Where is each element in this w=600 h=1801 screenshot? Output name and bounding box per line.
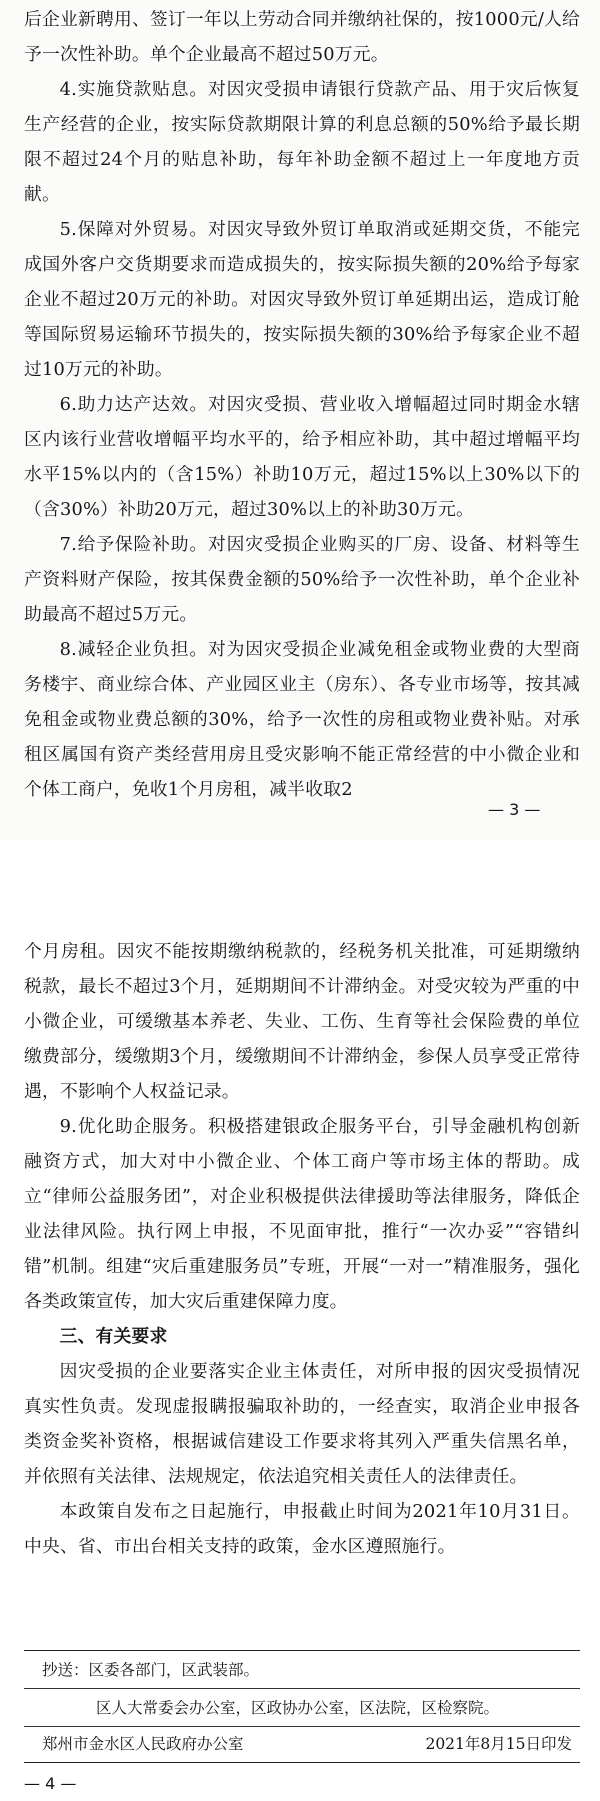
issuer-rule (24, 1726, 580, 1727)
cc-top-rule (24, 1650, 580, 1651)
page-4-body (24, 934, 580, 1564)
paragraph: 个月房租。因灾不能按期缴纳税款的，经税务机关批准，可延期缴纳税款，最长不超过3个月，延期期间不计滞纳金。对受灾较为严重的中小微企业，可缓缴基本养老、失业、工伤、生育等社会保险费的单位缴费部分，缓缴期3个月，缓缴期间不计滞纳金，参保人员享受正常待遇，不影响个人权益记录。 (24, 941, 580, 1102)
page-3 (0, 0, 600, 840)
paragraph: 8.减轻企业负担。对为因灾受损企业减免租金或物业费的大型商务楼宇、商业综合体、产业园区业主（房东）、各专业市场等，按其减免租金或物业费总额的30%，给予一次性的房租或物业费补贴。对承租区属国有资产类经营用房且受灾影响不能正常经营的中小微企业和个体工商户，免收1个月房租，减半收取2 (24, 639, 580, 800)
paragraph: 4.实施贷款贴息。对因灾受损申请银行贷款产品、用于灾后恢复生产经营的企业，按实际贷款期限计算的利息总额的50%给予最长期限不超过24个月的贴息补助，每年补助金额不超过上一年度地方贡献。 (24, 79, 580, 205)
paragraph: 因灾受损的企业要落实企业主体责任，对所申报的因灾受损情况真实性负责。发现虚报瞒报骗取补助的，一经查实，取消企业申报各类资金奖补资格，根据诚信建设工作要求将其列入严重失信黑名单，并依照有关法律、法规规定，依法追究相关责任人的法律责任。 (24, 1361, 580, 1487)
page-number: — 4 — (24, 1774, 77, 1793)
paragraph: 5.保障对外贸易。对因灾导致外贸订单取消或延期交货，不能完成国外客户交货期要求而造成损失的，按实际损失额的20%给予每家企业不超过20万元的补助。对因灾导致外贸订单延期出运，造成订舱等国际贸易运输环节损失的，按实际损失额的30%给予每家企业不超过10万元的补助。 (24, 219, 580, 380)
cc-middle-rule (24, 1688, 580, 1689)
issuing-office: 郑州市金水区人民政府办公室 (42, 1735, 244, 1753)
cc-recipients: 抄送：区委各部门，区武装部。 (42, 1661, 260, 1679)
page-gap (0, 840, 600, 926)
issue-date: 2021年8月15日印发 (425, 1735, 572, 1753)
paragraph: 9.优化助企服务。积极搭建银政企服务平台，引导金融机构创新融资方式，加大对中小微企业、个体工商户等市场主体的帮助。成立“律师公益服务团”，对企业积极提供法律援助等法律服务，降低企业法律风险。执行网上申报，不见面审批，推行“一次办妥”“容错纠错”机制。组建“灾后重建服务员”专班，开展“一对一”精准服务，强化各类政策宣传，加大灾后重建保障力度。 (24, 1116, 580, 1312)
page-number: — 3 — (488, 800, 541, 819)
section-heading: 三、有关要求 (59, 1326, 168, 1347)
paragraph: 本政策自发布之日起施行，申报截止时间为2021年10月31日。中央、省、市出台相关支持的政策，金水区遵照施行。 (24, 1501, 580, 1557)
page-4 (0, 926, 600, 1801)
cc-recipients-line-2: 区人大常委会办公室，区政协办公室，区法院，区检察院。 (96, 1699, 500, 1717)
paragraph: 后企业新聘用、签订一年以上劳动合同并缴纳社保的，按1000元/人给予一次性补助。单个企业最高不超过50万元。 (24, 9, 580, 65)
paragraph: 6.助力达产达效。对因灾受损、营业收入增幅超过同时期金水辖区内该行业营收增幅平均水平的，给予相应补助，其中超过增幅平均水平15%以内的（含15%）补助10万元，超过15%以上30%以下的（含30%）补助20万元，超过30%以上的补助30万元。 (24, 394, 580, 520)
page-3-body (24, 2, 580, 807)
bottom-rule (24, 1762, 580, 1763)
paragraph: 7.给予保险补助。对因灾受损企业购买的厂房、设备、材料等生产资料财产保险，按其保费金额的50%给予一次性补助，单个企业补助最高不超过5万元。 (24, 534, 580, 625)
